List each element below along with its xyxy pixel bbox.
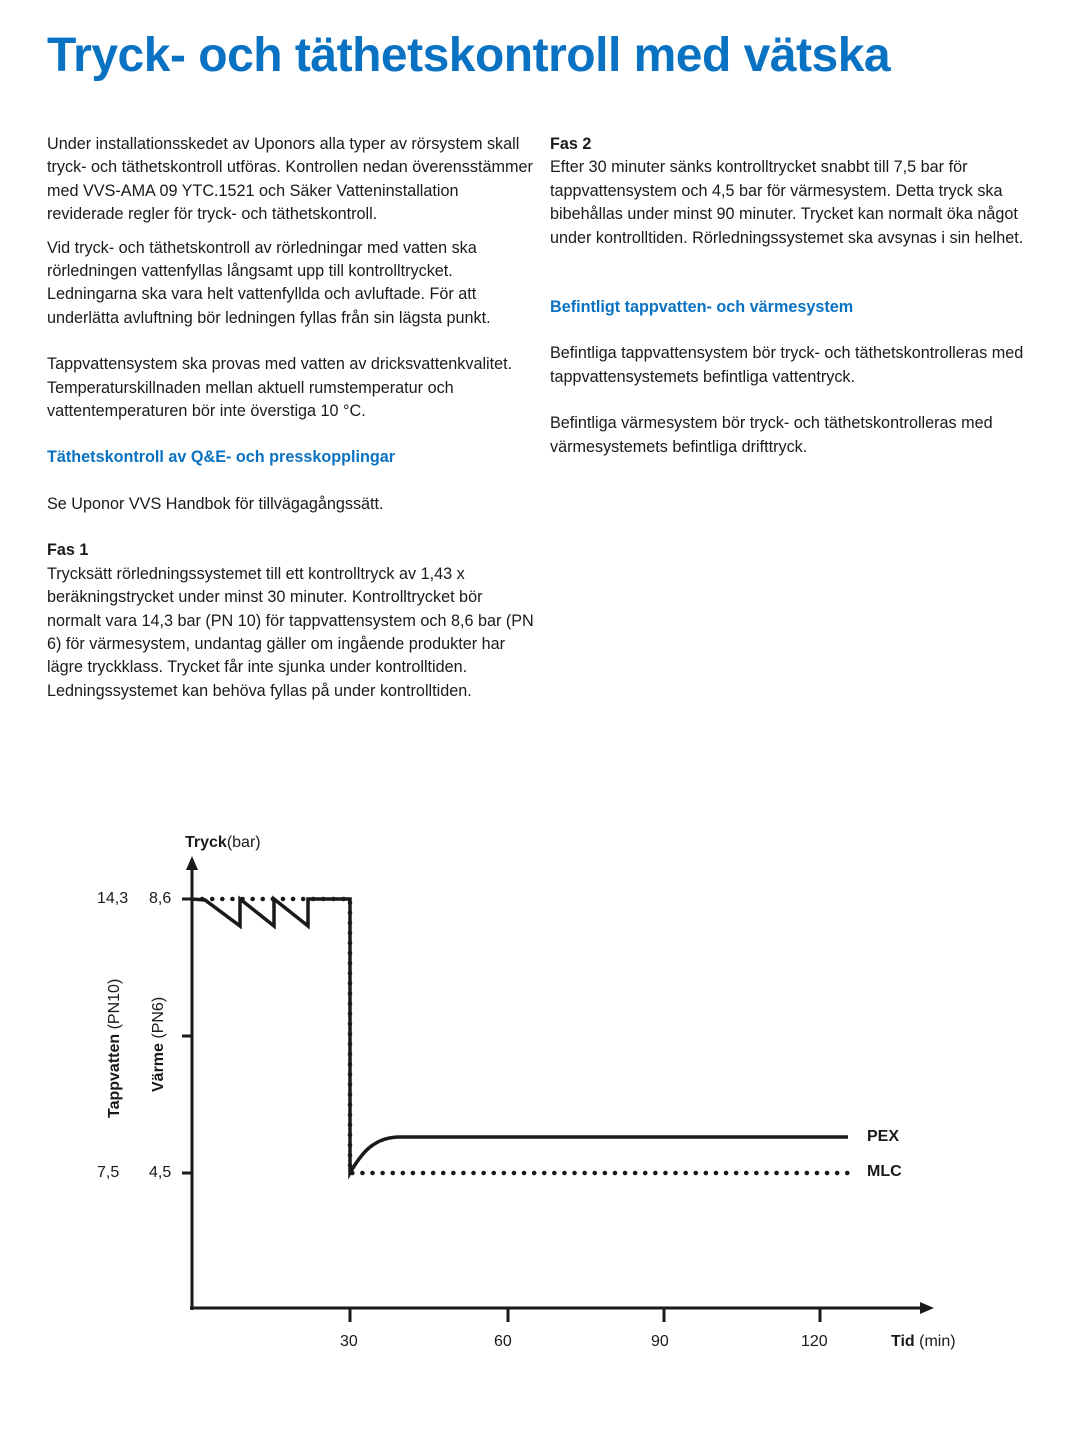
y-tick-tapp-low: 7,5 (97, 1164, 120, 1181)
legend-pex: PEX (867, 1128, 900, 1145)
y-tick-varme-high: 8,6 (149, 890, 172, 907)
x-tick-30: 30 (340, 1333, 358, 1350)
intro-paragraph: Under installationsskedet av Uponors alla typer av rörsystem skall tryck- och täthetskontroll utföras. Kontrollen nedan överensstämmer med VVS-AMA 09 YTC.1521 och Säker Vatteninstallation reviderade regler för tryck- och täthetskontroll. (47, 135, 533, 224)
fas2-paragraph: Efter 30 minuter sänks kontrolltrycket snabbt till 7,5 bar för tappvattensystem och 4,5 bar för värmesystem. Detta tryck ska bibehållas under minst 90 minuter. Trycket kan normalt öka något under kontrolltiden. Rörledningssystemet ska avsynas i sin helhet. (550, 158, 1024, 247)
y-axis-varme-label: Värme (PN6) (150, 996, 167, 1092)
legend-mlc: MLC (867, 1163, 902, 1180)
x-tick-60: 60 (494, 1333, 512, 1350)
y-tick-tapp-high: 14,3 (97, 890, 129, 907)
x-tick-90: 90 (651, 1333, 669, 1350)
pex-series-line (192, 899, 848, 1173)
x-axis-title: Tid (min) (891, 1333, 956, 1350)
existing-tapp-paragraph: Befintliga tappvattensystem bör tryck- och täthetskontrolleras med tappvattensystemets befintliga vattentryck. (550, 344, 1024, 386)
water-quality-paragraph: Tappvattensystem ska provas med vatten av dricksvattenkvalitet. Temperaturskillnaden mellan aktuell rumstemperatur och vattentemperaturen bör inte överstiga 10 °C. (47, 355, 513, 421)
fas1-heading: Fas 1 (47, 541, 89, 560)
y-axis-title: Tryck(bar) (185, 834, 261, 851)
pressure-chart (0, 820, 1066, 1380)
x-axis-arrow-icon (920, 1302, 934, 1314)
qe-heading: Täthetskontroll av Q&E- och presskopplingar (47, 448, 396, 467)
fas2-heading: Fas 2 (550, 135, 592, 153)
filling-paragraph: Vid tryck- och täthetskontroll av rörledningar med vatten ska rörledningen vattenfyllas långsamt upp till kontrolltrycket. Ledningarna ska vara helt vattenfyllda och avluftade. För att underlätta avluftning bör ledningen fyllas från sin lägsta punkt. (47, 238, 491, 327)
fas1-paragraph: Trycksätt rörledningssystemet till ett kontrolltryck av 1,43 x beräkningstrycket under minst 30 minuter. Kontrolltrycket bör normalt vara 14,3 bar (PN 10) för tappvattensystem och 8,6 bar (PN 6) för värmesystem, undantag gäller om ingående produkter har lägre tryckklass. Trycket får inte sjunka under kontrolltiden. Ledningssystemet kan behöva fyllas på under kontrolltiden. (47, 564, 534, 700)
left-column (47, 133, 537, 703)
existing-systems-heading: Befintligt tappvatten- och värmesystem (550, 298, 854, 317)
right-column (550, 133, 1040, 459)
y-tick-varme-low: 4,5 (149, 1164, 172, 1181)
existing-varme-paragraph: Befintliga värmesystem bör tryck- och täthetskontrolleras med värmesystemets befintliga drifttryck. (550, 414, 993, 456)
y-axis-tappvatten-label: Tappvatten (PN10) (106, 978, 123, 1118)
mlc-series-line (192, 899, 848, 1173)
page-title: Tryck- och täthetskontroll med vätska (47, 29, 891, 82)
y-axis-arrow-icon (186, 856, 198, 870)
handbook-paragraph: Se Uponor VVS Handbok för tillvägagångssätt. (47, 494, 384, 513)
x-tick-120: 120 (801, 1333, 828, 1350)
